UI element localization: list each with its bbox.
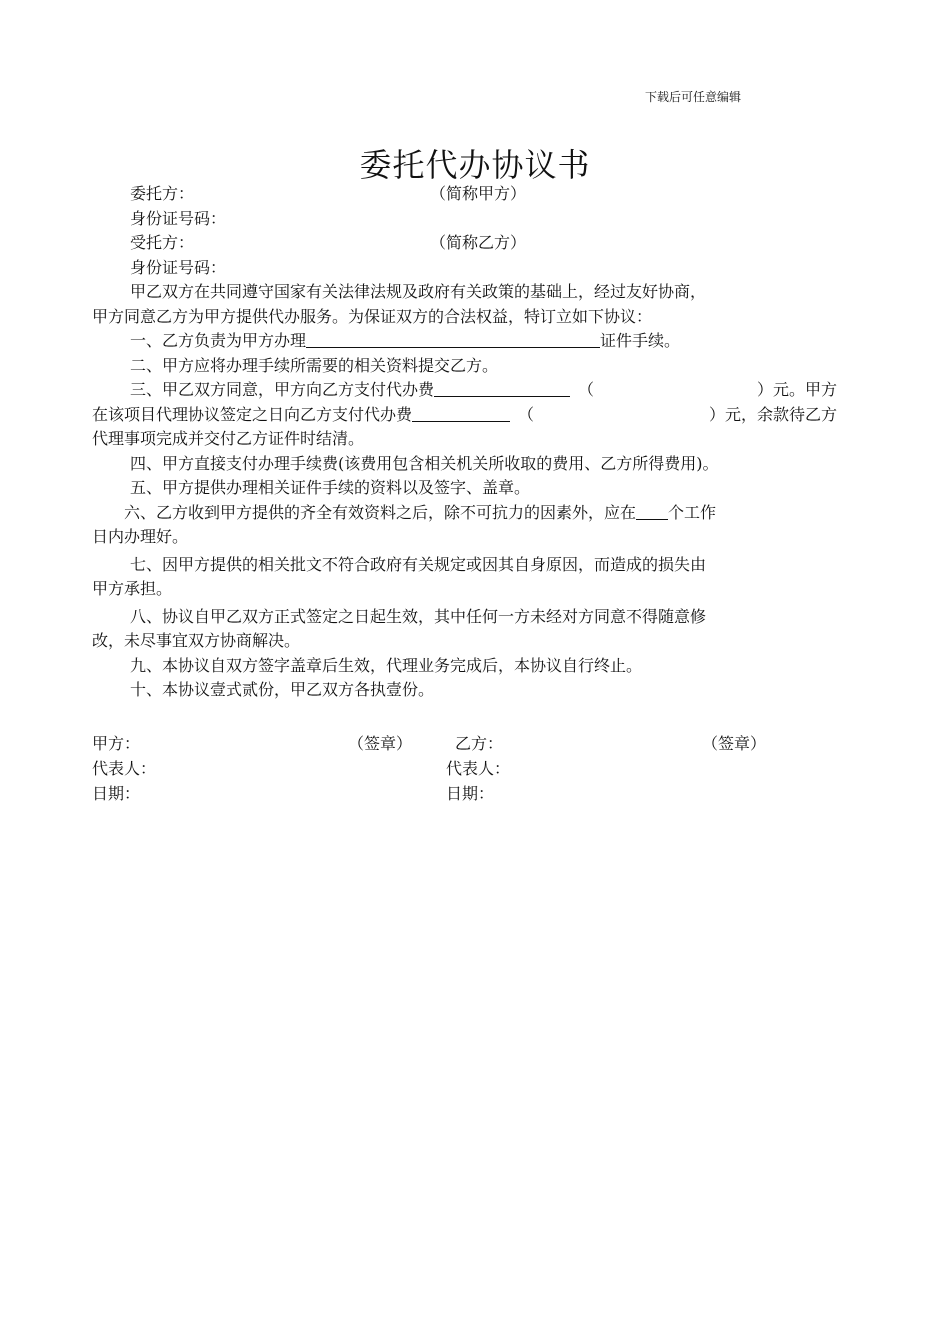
agreement-body <box>92 182 837 703</box>
party-a-seal: （签章） <box>348 734 413 753</box>
preamble-line-1: 甲乙双方在共同遵守国家有关法律法规及政府有关政策的基础上，经过友好协商， <box>130 282 707 301</box>
fee-deposit-paren-close: ）元，余款待乙方 <box>708 404 837 424</box>
party-b-date: 日期： <box>446 784 495 803</box>
agent-abbr: （简称乙方） <box>430 233 527 252</box>
party-a-label: 甲方： <box>92 734 141 753</box>
clause-1-blank[interactable] <box>306 331 600 348</box>
clause-5: 五、甲方提供办理相关证件手续的资料以及签字、盖章。 <box>130 478 531 497</box>
clause-7-line-2: 甲方承担。 <box>92 579 173 598</box>
clause-3-line-1 <box>92 378 837 403</box>
party-a-rep: 代表人： <box>92 759 157 778</box>
clause-6-line-2: 日内办理好。 <box>92 527 189 546</box>
document-title: 委托代办协议书 <box>359 146 591 184</box>
fee-total-paren-close: ）元。甲方 <box>756 380 837 399</box>
principal-line <box>92 182 837 207</box>
party-a-date: 日期： <box>92 784 141 803</box>
party-b-seal: （签章） <box>702 734 767 753</box>
clause-8-line-2: 改，未尽事宜双方协商解决。 <box>92 631 301 650</box>
clause-9: 九、本协议自双方签字盖章后生效，代理业务完成后，本协议自行终止。 <box>130 655 643 675</box>
clause-1-text: 一、乙方负责为甲方办理 <box>130 331 307 350</box>
party-b-label: 乙方： <box>455 734 504 753</box>
working-days-blank[interactable] <box>636 503 668 520</box>
clause-6-line-1 <box>92 501 837 526</box>
signature-rep-row <box>92 756 837 781</box>
clause-6-text: 六、乙方收到甲方提供的齐全有效资料之后，除不可抗力的因素外，应在 <box>124 502 637 522</box>
clause-2: 二、甲方应将办理手续所需要的相关资料提交乙方。 <box>130 355 499 375</box>
clause-3-deposit-text: 在该项目代理协议签定之日向乙方支付代办费 <box>92 404 413 424</box>
agent-id-line: 身份证号码： <box>130 257 227 277</box>
clause-6-unit: 个工作 <box>668 502 717 522</box>
principal-id-line: 身份证号码： <box>130 208 227 228</box>
agent-label: 受托方： <box>130 233 195 252</box>
fee-total-blank[interactable] <box>434 380 570 397</box>
party-b-rep: 代表人： <box>446 759 511 778</box>
clause-7-line-1: 七、因甲方提供的相关批文不符合政府有关规定或因其自身原因，而造成的损失由 <box>130 554 707 574</box>
fee-deposit-paren-open: （ <box>518 404 535 424</box>
signature-date-row <box>92 781 837 806</box>
principal-abbr: （简称甲方） <box>430 184 527 203</box>
clause-3-line-3: 代理事项完成并交付乙方证件时结清。 <box>92 429 365 448</box>
principal-label: 委托方： <box>130 184 195 203</box>
agent-line <box>92 231 837 256</box>
clause-3-line-2 <box>92 403 837 428</box>
clause-1 <box>92 329 837 354</box>
clause-10: 十、本协议壹式贰份，甲乙双方各执壹份。 <box>130 680 435 699</box>
clause-8-line-1: 八、协议自甲乙双方正式签定之日起生效，其中任何一方未经对方同意不得随意修 <box>130 606 707 626</box>
fee-total-paren-open: （ <box>578 380 595 399</box>
clause-1-end: 证件手续。 <box>600 331 681 350</box>
signature-party-row <box>92 731 837 756</box>
clause-4: 四、甲方直接支付办理手续费(该费用包含相关机关所收取的费用、乙方所得费用)。 <box>130 453 719 473</box>
signature-block <box>92 731 837 806</box>
download-edit-note: 下载后可任意编辑 <box>645 90 742 104</box>
clause-3-text: 三、甲乙双方同意，甲方向乙方支付代办费 <box>130 380 435 399</box>
fee-deposit-blank[interactable] <box>412 405 510 422</box>
preamble-line-2: 甲方同意乙方为甲方提供代办服务。为保证双方的合法权益，特订立如下协议： <box>92 306 653 326</box>
